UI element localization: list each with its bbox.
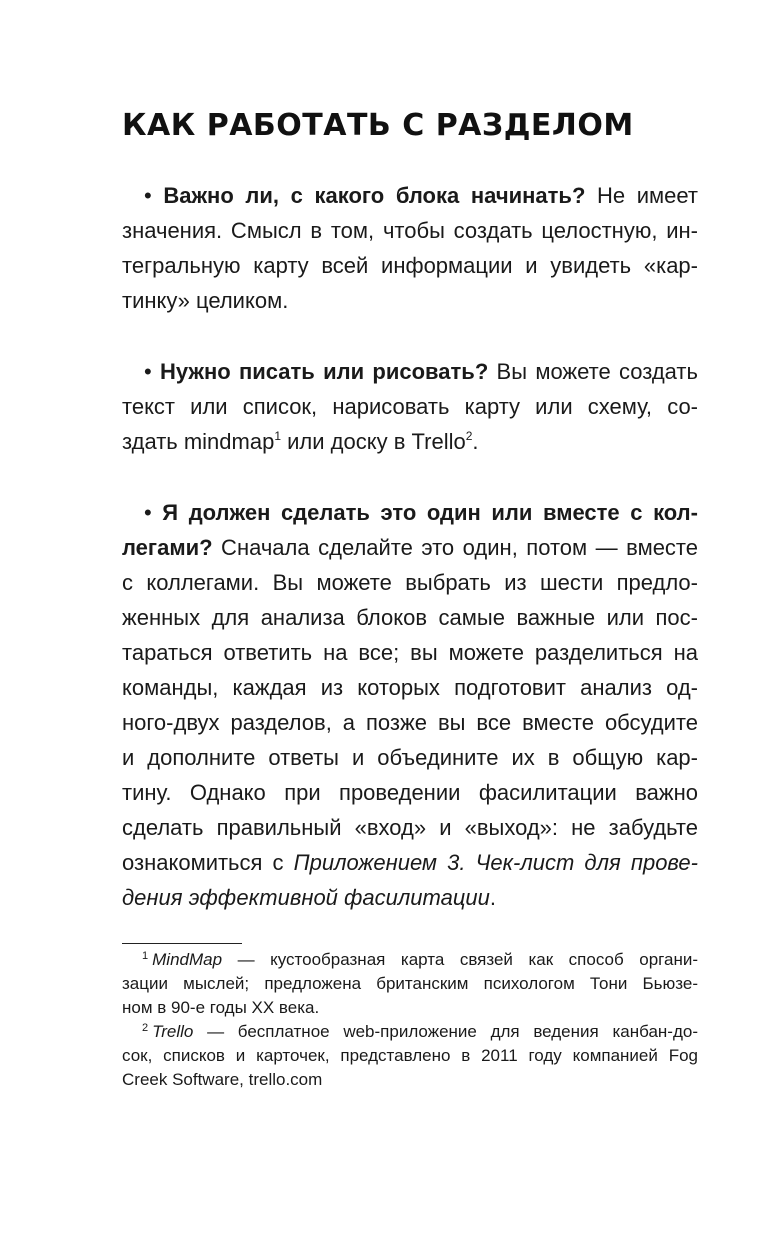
text-line: легами? Сначала сделайте это один, потом — вместе [122, 535, 698, 560]
question-text: Я должен сделать это один или вместе с кол- [162, 500, 698, 525]
book-page [122, 0, 698, 1240]
bullet: • [144, 500, 163, 525]
text-line: тинку» целиком. [122, 288, 289, 313]
bullet: • [144, 183, 164, 208]
text-line: • Важно ли, с какого блока начинать? Не имеет [144, 183, 698, 208]
question-text: Нужно писать или рисовать? [159, 359, 489, 384]
footnote-ref[interactable]: 1 [274, 429, 282, 443]
text-line: дения эффективной фасилитации. [122, 885, 497, 910]
list-item [122, 495, 698, 915]
question-text: легами? [122, 535, 213, 560]
footnote-term: Trello [152, 1022, 194, 1041]
text-line: здать mindmap$^1$ или доску в Trello$^2$. [122, 429, 479, 454]
text-line: тину. Однако при проведении фасилитации важно [122, 780, 698, 805]
text-line: с коллегами. Вы можете выбрать из шести предло- [122, 570, 698, 595]
appendix-reference: Приложением 3. Чек-лист для прове- [293, 850, 698, 875]
footnote-term: MindMap [152, 950, 223, 969]
text-line: $^2$ Trello — бесплатное web-приложение для ведения канбан-до- [142, 1022, 698, 1041]
list-item [122, 178, 698, 318]
appendix-reference: дения эффективной фасилитации [122, 885, 490, 910]
footnote [122, 948, 698, 1020]
text-line: зации мыслей; предложена британским психологом Тони Бьюзе- [122, 974, 698, 993]
text-line: ного-двух разделов, а позже вы все вместе обсудите [122, 710, 698, 735]
footnote-divider [122, 943, 242, 944]
text-line: $^1$ MindMap — кустообразная карта связей как способ органи- [142, 950, 698, 969]
text-line: Creek Software, trello.com [122, 1070, 323, 1089]
footnote-mark: 1 [142, 950, 149, 962]
footnotes [122, 948, 698, 1092]
footnote [122, 1020, 698, 1092]
list-item [122, 354, 698, 459]
section-heading: КАК РАБОТАТЬ С РАЗДЕЛОМ [122, 108, 634, 143]
footnote-mark: 2 [142, 1022, 149, 1034]
text-line: ном в 90-е годы XX века. [122, 998, 320, 1017]
text-line: тегральную карту всей информации и увидеть «кар- [122, 253, 698, 278]
text-line: ознакомиться с Приложением 3. Чек-лист для прове- [122, 850, 698, 875]
text-line: и дополните ответы и объедините их в общую кар- [122, 745, 698, 770]
text-line: команды, каждая из которых подготовит анализ од- [122, 675, 698, 700]
text-line: текст или список, нарисовать карту или схему, со- [122, 394, 698, 419]
text-line: тараться ответить на все; вы можете разделиться на [122, 640, 698, 665]
text-line: женных для анализа блоков самые важные или пос- [122, 605, 698, 630]
text-line: • Нужно писать или рисовать? Вы можете создать [144, 359, 698, 384]
question-text: Важно ли, с какого блока начинать? [163, 183, 586, 208]
text-line [122, 495, 698, 530]
text-line: сделать правильный «вход» и «выход»: не забудьте [122, 815, 698, 840]
footnote-ref[interactable]: 2 [465, 429, 473, 443]
bullet: • [144, 359, 160, 384]
text-line: сок, списков и карточек, представлено в 2011 году компанией Fog [122, 1046, 698, 1065]
text-line: значения. Смысл в том, чтобы создать целостную, ин- [122, 218, 698, 243]
